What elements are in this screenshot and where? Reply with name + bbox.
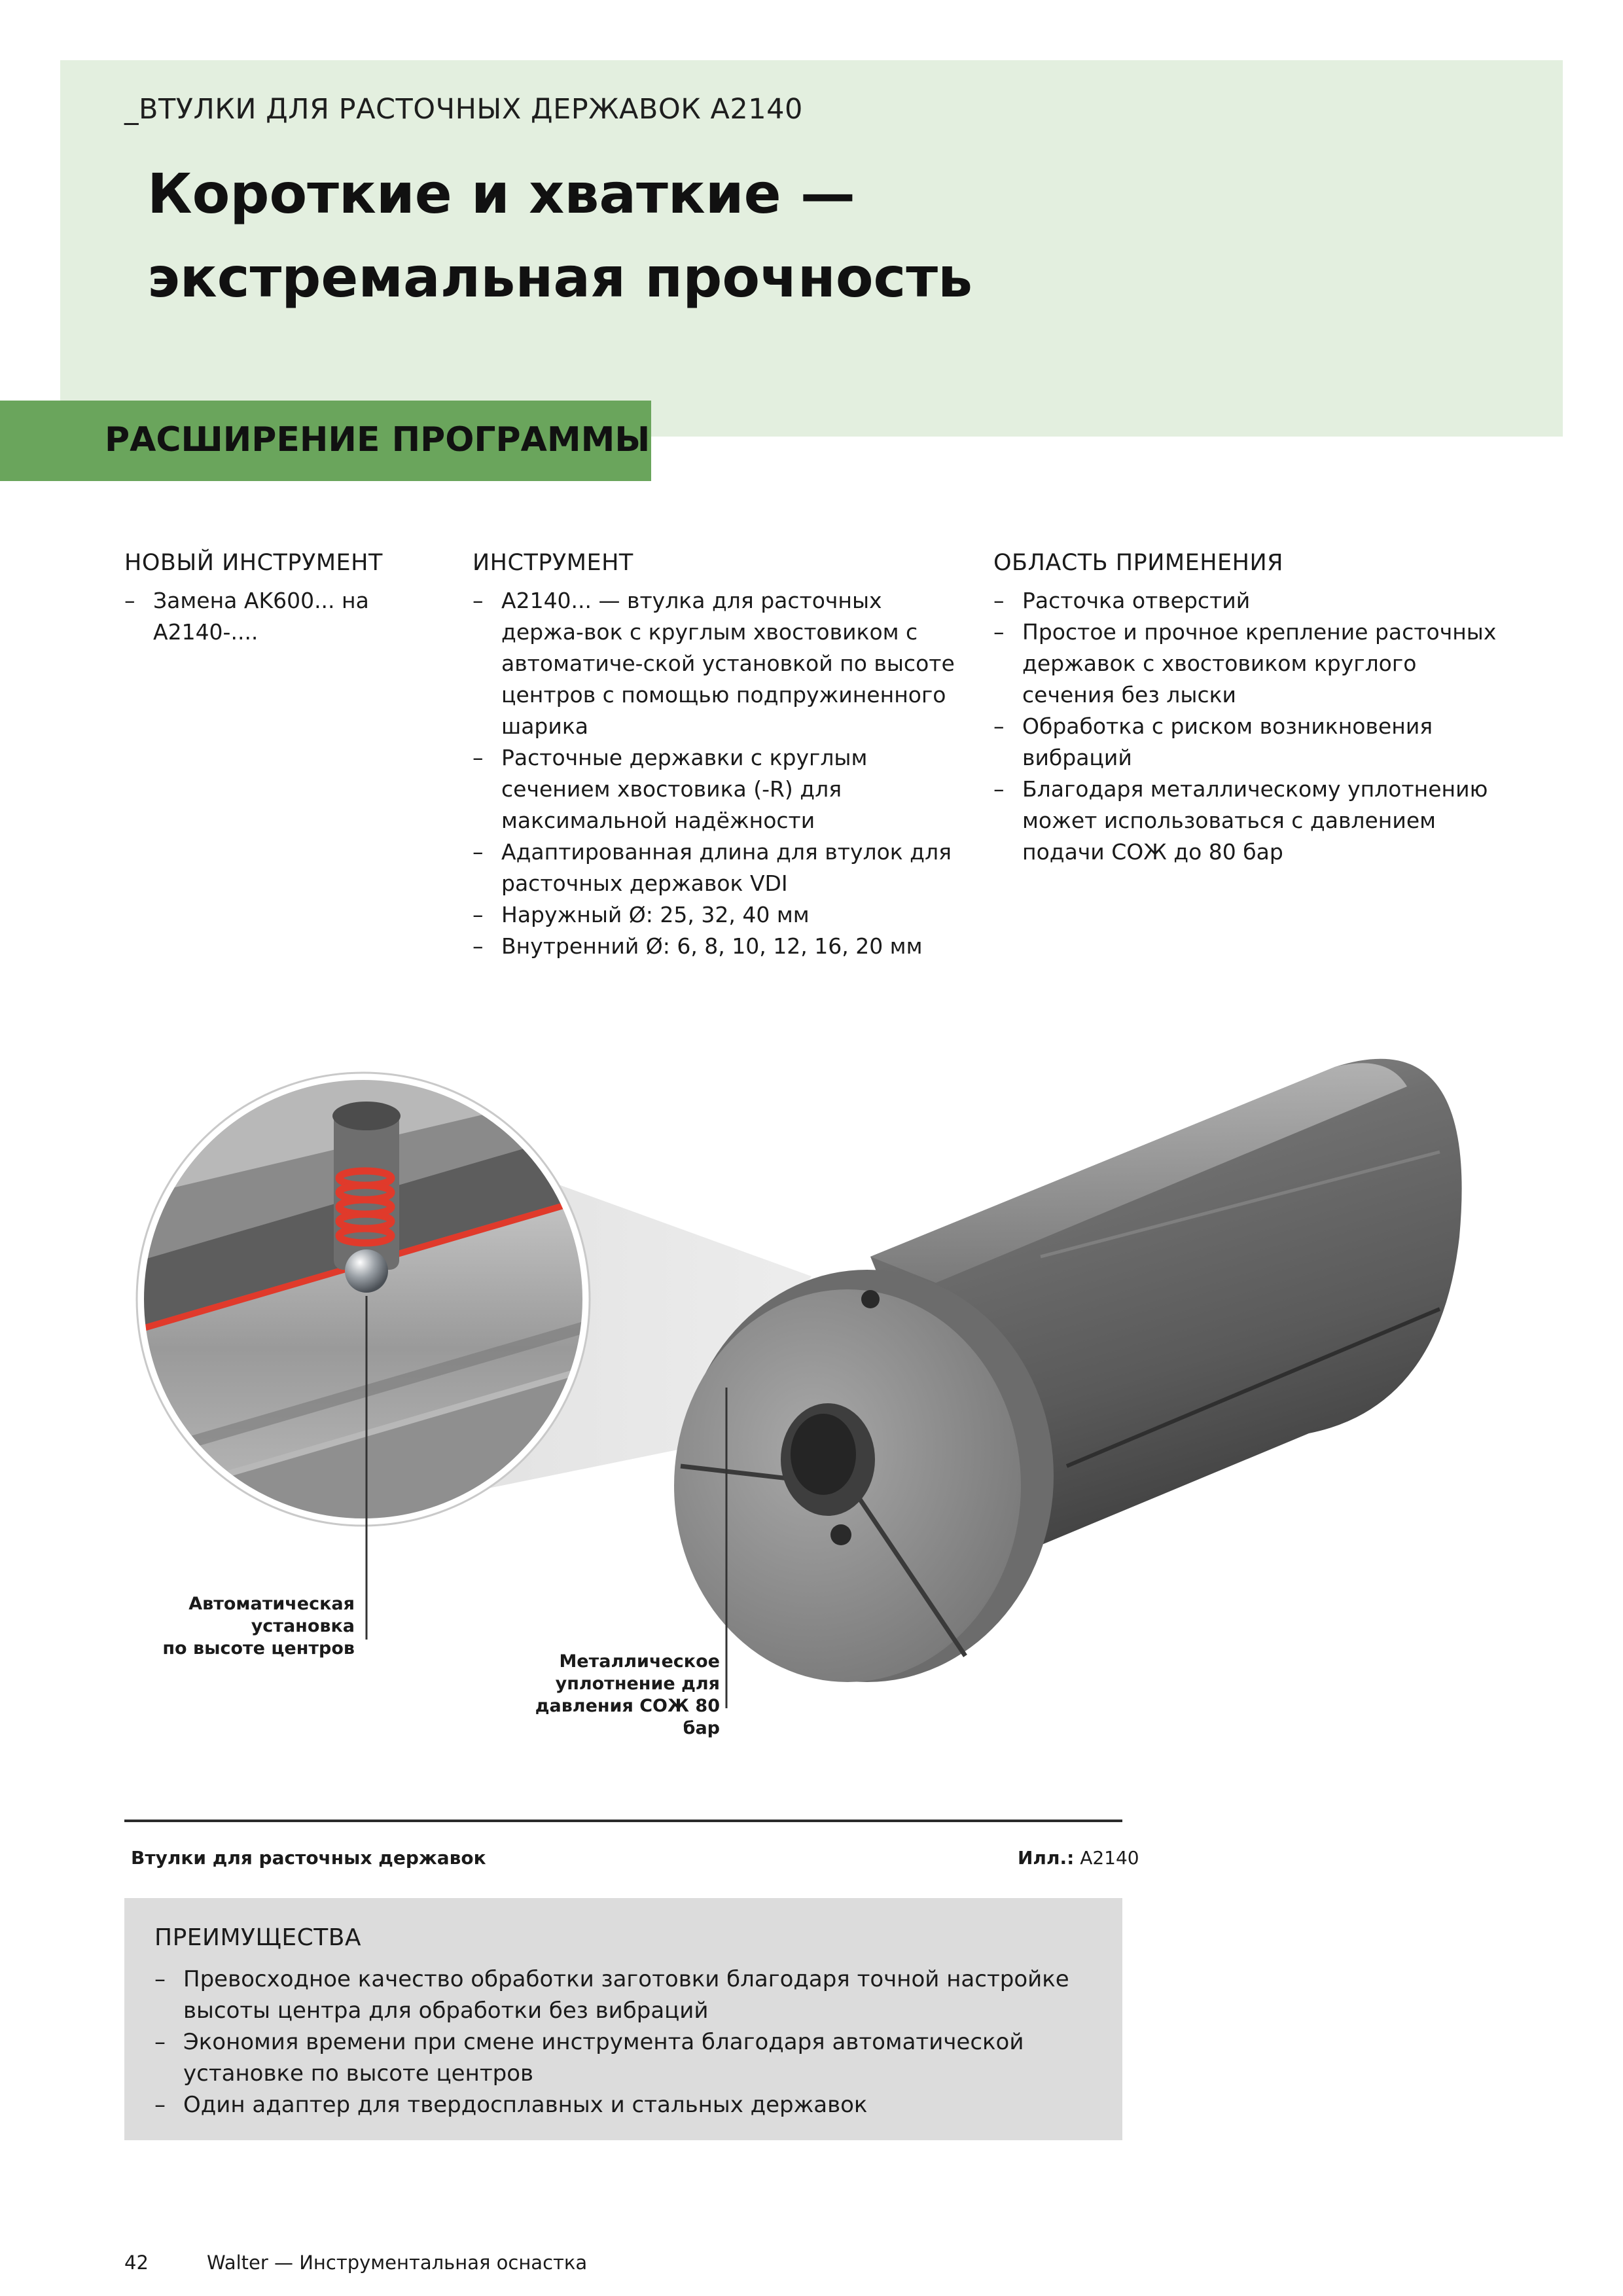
callout-line: давления СОЖ 80 бар: [535, 1696, 720, 1738]
page-title-line-2: экстремальная прочность: [147, 245, 973, 310]
list-item: – Экономия времени при смене инструмента благодаря автоматической установке по высоте центров: [154, 2026, 1097, 2089]
list-item: – Расточные державки с круглым сечением хвостовика (-R) для максимальной надёжности: [473, 742, 957, 836]
page-title: [147, 152, 972, 319]
list-item: – Превосходное качество обработки заготовки благодаря точной настройке высоты центра для обработки без вибраций: [154, 1964, 1097, 2026]
column-tool: [473, 550, 957, 962]
top-hole: [861, 1290, 880, 1308]
figure-reference: [1018, 1847, 1139, 1869]
caption-divider: [124, 1820, 1122, 1822]
column-new-tool: [124, 550, 386, 648]
page-title-line-1: Короткие и хваткие —: [147, 162, 855, 226]
benefits-heading: ПРЕИМУЩЕСТВА: [154, 1924, 362, 1951]
list-item: – Один адаптер для твердосплавных и стальных державок: [154, 2089, 1097, 2121]
flange-bore-inner: [791, 1414, 856, 1495]
callout-line: Автоматическая установка: [188, 1594, 355, 1636]
figure-reference-label: Илл.:: [1018, 1847, 1075, 1869]
list-item: – Адаптированная длина для втулок для расточных державок VDI: [473, 836, 957, 899]
callout-line: по высоте центров: [162, 1638, 355, 1659]
footer-text: Walter — Инструментальная оснастка: [207, 2251, 588, 2274]
callout-line: уплотнение для: [555, 1674, 720, 1694]
ball-hole: [830, 1524, 851, 1545]
list-item: – Внутренний Ø: 6, 8, 10, 12, 16, 20 мм: [473, 931, 957, 962]
spring-ball-icon: [345, 1249, 388, 1293]
figure-reference-value: A2140: [1080, 1847, 1139, 1869]
program-badge-label: РАСШИРЕНИЕ ПРОГРАММЫ: [105, 420, 651, 459]
list-item: – Наружный Ø: 25, 32, 40 мм: [473, 899, 957, 931]
callout-auto-setting: [98, 1593, 355, 1660]
list-item: – Простое и прочное крепление расточных державок с хвостовиком круглого сечения без лыски: [993, 617, 1504, 711]
list-item: – A2140... — втулка для расточных держа-вок с круглым хвостовиком с автоматиче-ской установкой по высоте центров с помощью подпружиненного шарика: [473, 585, 957, 742]
column-heading: ОБЛАСТЬ ПРИМЕНЕНИЯ: [993, 550, 1283, 576]
section-kicker: _ВТУЛКИ ДЛЯ РАСТОЧНЫХ ДЕРЖАВОК A2140: [124, 93, 803, 126]
benefits-box: [124, 1898, 1122, 2140]
column-heading: ИНСТРУМЕНТ: [473, 550, 633, 576]
list-item: – Замена AK600... на A2140-....: [124, 585, 386, 648]
callout-line: Металлическое: [559, 1651, 720, 1672]
figure-caption: Втулки для расточных державок: [131, 1847, 486, 1869]
column-application: [993, 550, 1504, 868]
column-heading: НОВЫЙ ИНСТРУМЕНТ: [124, 550, 383, 576]
page-number: 42: [124, 2251, 149, 2274]
list-item: – Благодаря металлическому уплотнению может использоваться с давлением подачи СОЖ до 80 бар: [993, 774, 1504, 868]
list-item: – Обработка с риском возникновения вибраций: [993, 711, 1504, 774]
list-item: – Расточка отверстий: [993, 585, 1504, 617]
callout-metal-seal: [510, 1651, 720, 1740]
